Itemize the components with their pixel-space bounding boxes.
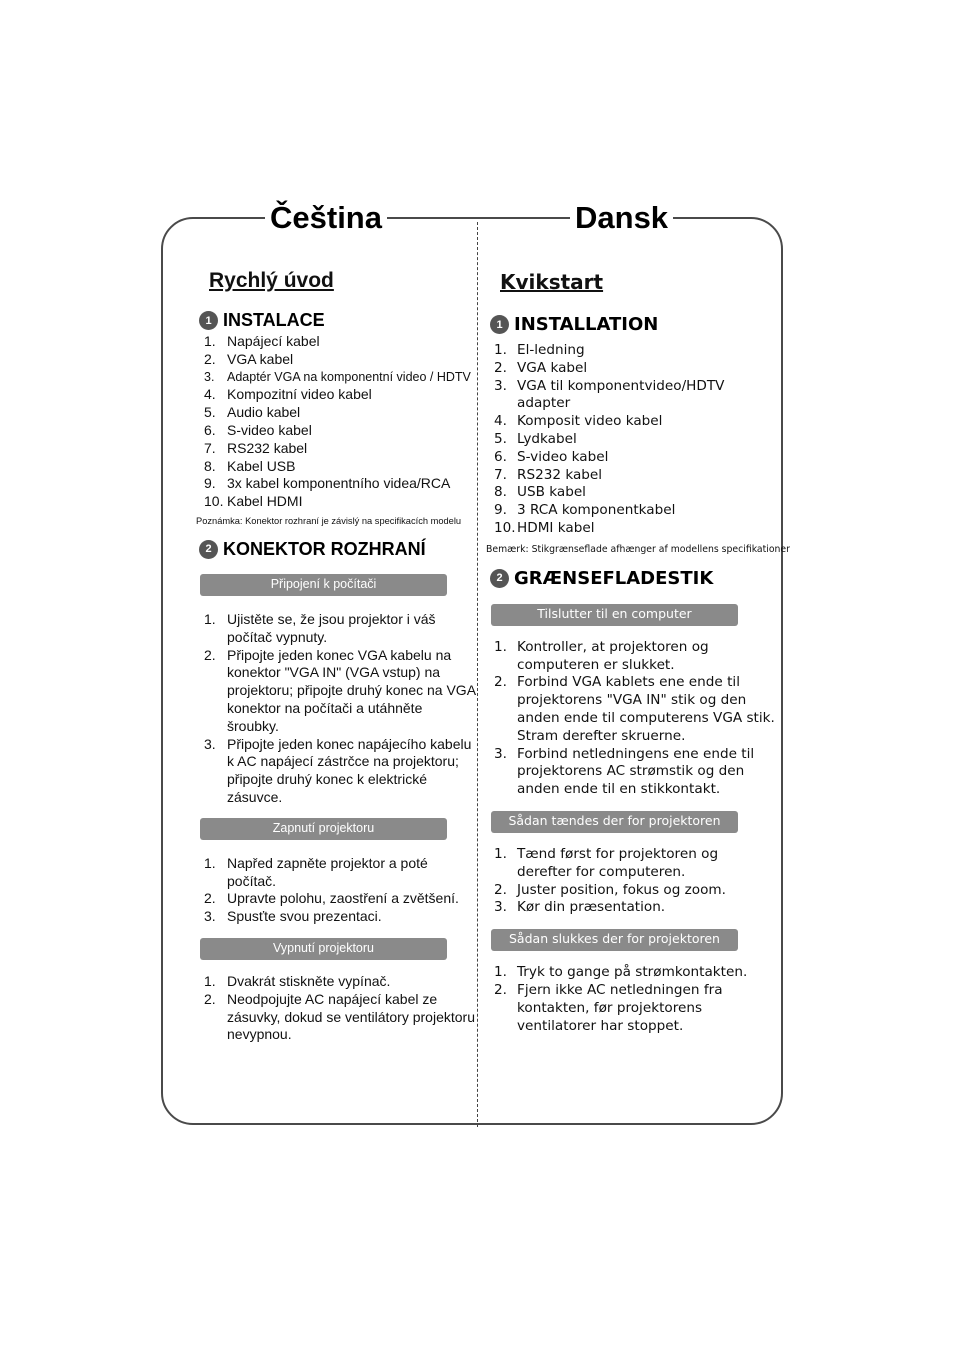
list-item: [196, 458, 476, 476]
list-item: [196, 908, 476, 926]
item-number: 3.: [204, 735, 216, 752]
section-installation: [199, 310, 476, 331]
item-text: Forbind netledningens ene ende til projektorens AC strømstik og den anden ende til en stikkontakt.: [517, 745, 755, 798]
list-item: [486, 520, 776, 538]
item-number: 8.: [494, 484, 507, 501]
list-item: [196, 991, 476, 1044]
list-item: [196, 611, 476, 647]
item-number: 2.: [204, 350, 216, 367]
section-interface: [199, 539, 476, 560]
item-text: RS232 kabel: [227, 439, 308, 456]
list-item: [486, 484, 776, 502]
item-text: Tænd først for projektoren og derefter for computeren.: [517, 845, 719, 880]
item-number: 3.: [204, 369, 215, 384]
list-item: [486, 467, 776, 485]
subsection-bar-power-on: Sådan tændes der for projektoren: [491, 811, 738, 833]
item-number: 9.: [204, 475, 216, 492]
item-number: 7.: [494, 466, 507, 483]
list-item: [486, 360, 776, 378]
item-number: 1.: [494, 342, 507, 358]
note: Bemærk: Stikgrænseflade afhænger af modellens specifikationer: [486, 543, 790, 555]
item-text: Dvakrát stiskněte vypínač.: [227, 972, 391, 989]
item-number: 3.: [494, 899, 507, 916]
item-text: Kør din præsentation.: [517, 899, 666, 916]
list-item: [486, 431, 776, 449]
item-number: 9.: [494, 502, 507, 519]
item-number: 7.: [204, 439, 216, 456]
item-number: 5.: [204, 404, 216, 421]
step-number-icon: 1: [490, 315, 509, 334]
list-item: [486, 378, 776, 414]
item-text: 3 RCA komponentkabel: [517, 502, 676, 519]
czech-column: [196, 267, 476, 1044]
item-text: Juster position, fokus og zoom.: [517, 881, 726, 898]
list-item: [196, 386, 476, 404]
item-text: Komposit video kabel: [517, 413, 663, 430]
list-item: [486, 342, 776, 360]
section-title: KONEKTOR ROZHRANÍ: [223, 538, 426, 559]
item-text: VGA kabel: [227, 350, 294, 367]
list-item: [196, 422, 476, 440]
item-number: 3.: [494, 745, 507, 762]
item-text: Tryk to gange på strømkontakten.: [517, 964, 748, 981]
list-item: [196, 647, 476, 736]
section-title: INSTALACE: [223, 310, 325, 330]
item-number: 4.: [204, 386, 216, 403]
item-text: Fjern ikke AC netledningen fra kontakten, før projektorens ventilatorer har stoppet.: [517, 981, 723, 1034]
item-number: 1.: [204, 610, 216, 627]
item-text: El-ledning: [517, 342, 585, 358]
item-text: Neodpojujte AC napájecí kabel ze zásuvky, dokud se ventilátory projektoru nevypnou.: [227, 990, 475, 1043]
installation-list: [486, 342, 776, 538]
list-item: [196, 493, 476, 511]
item-number: 2.: [494, 981, 507, 998]
item-text: S-video kabel: [227, 421, 312, 438]
step-number-icon: 2: [199, 540, 218, 559]
item-number: 1.: [204, 333, 216, 349]
item-number: 10.: [204, 493, 224, 510]
item-number: 6.: [204, 421, 216, 438]
list-item: [196, 369, 476, 387]
item-text: Upravte polohu, zaostření a zvětšení.: [227, 890, 459, 907]
section-title: GRÆNSEFLADESTIK: [514, 567, 714, 589]
item-number: 3.: [204, 908, 216, 925]
installation-list: [196, 333, 476, 511]
connect-list: [486, 639, 776, 799]
list-item: [196, 404, 476, 422]
list-item: [196, 973, 476, 991]
item-number: 6.: [494, 448, 507, 465]
section-interface: [490, 568, 776, 589]
list-item: [196, 351, 476, 369]
item-text: Napájecí kabel: [227, 333, 320, 349]
list-item: [196, 736, 476, 807]
item-number: 1.: [494, 638, 507, 655]
list-item: [486, 639, 776, 675]
item-text: Kabel HDMI: [227, 493, 303, 510]
item-text: Připojte jeden konec napájecího kabelu k AC napájecí zástrčce na projektoru; připojte druhý konec k elektrické zásuvce.: [227, 735, 472, 805]
power-off-list: [196, 973, 476, 1044]
item-text: Kabel USB: [227, 457, 296, 474]
item-text: Ujistěte se, že jsou projektor i váš počítač vypnuty.: [227, 610, 436, 645]
list-item: [486, 882, 776, 900]
item-number: 4.: [494, 413, 507, 430]
item-number: 2.: [494, 881, 507, 898]
list-item: [486, 413, 776, 431]
list-item: [486, 964, 776, 982]
subsection-bar-power-off: Sådan slukkes der for projektoren: [491, 929, 738, 951]
item-number: 5.: [494, 430, 507, 447]
subsection-bar-connect: Připojení k počítači: [200, 574, 447, 596]
section-title: INSTALLATION: [514, 314, 659, 335]
item-text: Napřed zapněte projektor a poté počítač.: [227, 854, 428, 889]
quick-start-title: Rychlý úvod: [209, 269, 334, 292]
item-number: 1.: [204, 854, 216, 871]
item-number: 1.: [204, 972, 216, 989]
item-text: VGA til komponentvideo/HDTV adapter: [517, 377, 725, 412]
subsection-bar-power-off: Vypnutí projektoru: [200, 938, 447, 960]
item-number: 2.: [204, 990, 216, 1007]
note: Poznámka: Konektor rozhraní je závislý na specifikacích modelu: [196, 515, 462, 526]
power-off-list: [486, 964, 776, 1035]
item-number: 3.: [494, 377, 507, 394]
item-text: RS232 kabel: [517, 466, 603, 483]
list-item: [486, 746, 776, 799]
section-installation: [490, 314, 776, 335]
list-item: [486, 899, 776, 917]
item-text: Kontroller, at projektoren og computeren er slukket.: [517, 638, 709, 673]
list-item: [486, 846, 776, 882]
item-text: Audio kabel: [227, 404, 301, 421]
list-item: [196, 890, 476, 908]
item-text: VGA kabel: [517, 359, 588, 376]
item-text: S-video kabel: [517, 448, 609, 465]
item-text: Lydkabel: [517, 430, 577, 447]
power-on-list: [486, 846, 776, 917]
item-text: HDMI kabel: [517, 519, 595, 536]
language-title-danish: Dansk: [570, 197, 673, 239]
list-item: [486, 502, 776, 520]
list-item: [486, 449, 776, 467]
item-text: Adaptér VGA na komponentní video / HDTV: [227, 369, 471, 384]
step-number-icon: 2: [490, 569, 509, 588]
item-number: 1.: [494, 964, 507, 981]
danish-column: [486, 267, 790, 1035]
language-title-czech: Čeština: [265, 197, 387, 239]
power-on-list: [196, 855, 476, 926]
item-number: 2.: [494, 674, 507, 691]
column-divider: [477, 222, 478, 1127]
item-number: 1.: [494, 845, 507, 862]
item-number: 10.: [494, 519, 516, 536]
step-number-icon: 1: [199, 311, 218, 330]
item-text: Forbind VGA kablets ene ende til projektorens "VGA IN" stik og den anden ende til computerens VGA stik. Stram derefter skruerne.: [517, 674, 775, 744]
subsection-bar-connect: Tilslutter til en computer: [491, 604, 738, 626]
list-item: [196, 855, 476, 891]
connect-list: [196, 611, 476, 807]
item-text: USB kabel: [517, 484, 586, 501]
item-text: Kompozitní video kabel: [227, 386, 372, 403]
list-item: [486, 982, 776, 1035]
list-item: [486, 674, 776, 745]
list-item: [196, 475, 476, 493]
item-text: Připojte jeden konec VGA kabelu na konektor "VGA IN" (VGA vstup) na projektoru; připojte druhý konec na VGA konektor na počítači a utáhněte šroubky.: [227, 646, 476, 734]
item-number: 2.: [204, 646, 216, 663]
quick-start-title: Kvikstart: [500, 270, 604, 294]
item-text: Spusťte svou prezentaci.: [227, 908, 382, 925]
item-number: 2.: [204, 890, 216, 907]
subsection-bar-power-on: Zapnutí projektoru: [200, 818, 447, 840]
list-item: [196, 333, 476, 351]
list-item: [196, 440, 476, 458]
item-number: 8.: [204, 457, 216, 474]
item-text: 3x kabel komponentního videa/RCA: [227, 475, 451, 492]
item-number: 2.: [494, 359, 507, 376]
